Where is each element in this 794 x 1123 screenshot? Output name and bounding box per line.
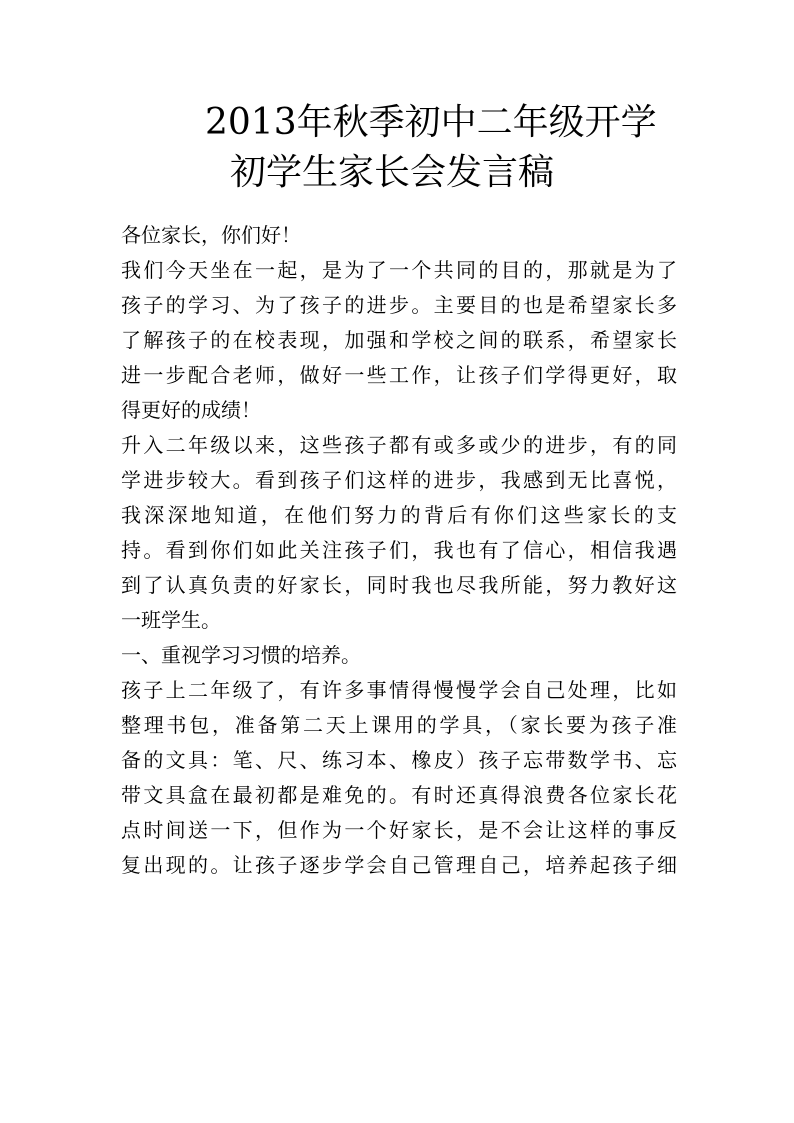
- body-line: 点时间送一下，但作为一个好家长，是不会让这样的事反: [121, 818, 677, 842]
- body-line: 得更好的成绩！: [121, 398, 261, 422]
- document-title: [0, 98, 794, 198]
- body-line: 备的文具：笔、尺、练习本、橡皮）孩子忘带数学书、忘: [121, 748, 677, 772]
- body-line: 升入二年级以来，这些孩子都有或多或少的进步，有的同: [121, 433, 677, 457]
- body-line: 孩子上二年级了，有许多事情得慢慢学会自己处理，比如: [121, 678, 677, 702]
- body-line: 我们今天坐在一起，是为了一个共同的目的，那就是为了: [121, 258, 677, 282]
- body-line: 我深深地知道，在他们努力的背后有你们这些家长的支: [121, 503, 677, 527]
- body-line: 到了认真负责的好家长，同时我也尽我所能，努力教好这: [121, 573, 677, 597]
- body-line: 带文具盒在最初都是难免的。有时还真得浪费各位家长花: [121, 783, 677, 807]
- title-line-1: 2013年秋季初中二年级开学: [205, 102, 657, 143]
- body-line: 持。看到你们如此关注孩子们，我也有了信心，相信我遇: [121, 538, 677, 562]
- body-line: 进一步配合老师，做好一些工作，让孩子们学得更好，取: [121, 363, 677, 387]
- body-line: 学进步较大。看到孩子们这样的进步，我感到无比喜悦，: [121, 468, 677, 492]
- body-line: 整理书包，准备第二天上课用的学具，（家长要为孩子准: [121, 713, 677, 737]
- body-line: 了解孩子的在校表现，加强和学校之间的联系，希望家长: [121, 328, 677, 352]
- greeting-line: 各位家长，你们好！: [121, 223, 301, 247]
- body-line: 一班学生。: [121, 608, 221, 632]
- document-body: [121, 218, 677, 883]
- body-line: 孩子的学习、为了孩子的进步。主要目的也是希望家长多: [121, 293, 677, 317]
- section-heading: 一、重视学习习惯的培养。: [121, 643, 361, 667]
- body-line: 复出现的。让孩子逐步学会自己管理自己，培养起孩子细: [121, 853, 677, 877]
- title-line-2: 初学生家长会发言稿: [230, 152, 555, 193]
